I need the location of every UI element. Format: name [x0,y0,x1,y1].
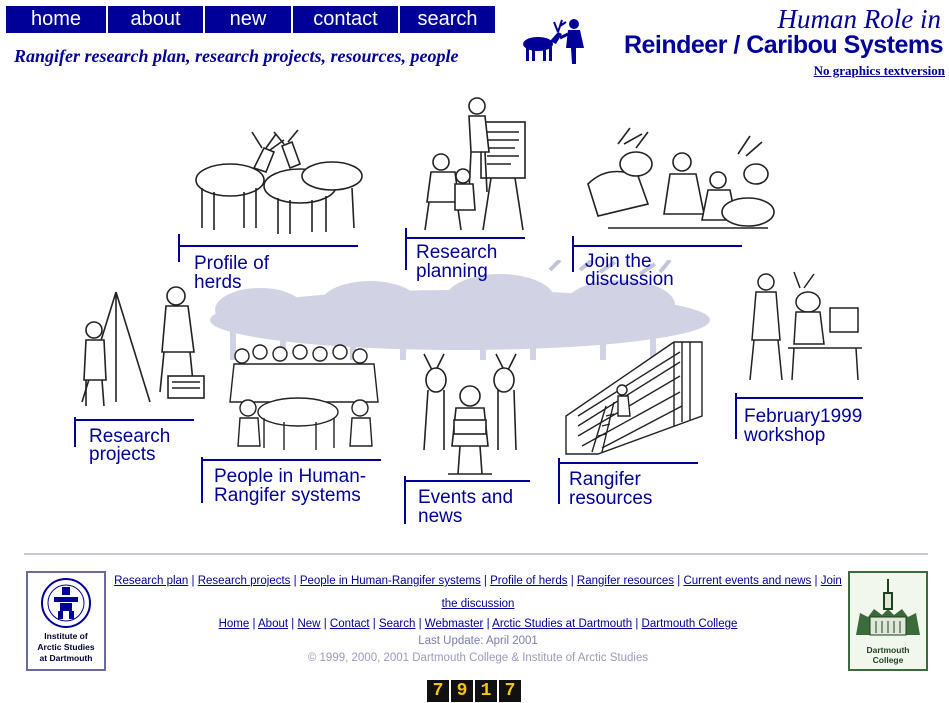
text-version-link[interactable]: No graphics textversion [813,63,945,78]
footer-link-search[interactable]: Search [378,618,416,630]
tagline: Rangifer research plan, research projects, resources, people [14,46,459,66]
footer-separator: | [570,575,574,587]
footer-separator: | [323,618,327,630]
rangifer-resources-link-line2[interactable]: resources [569,488,653,509]
workshop-link-line1[interactable]: February1999 [744,406,863,427]
discussion-vline [572,236,574,272]
nav-search[interactable]: search [400,6,495,33]
events-vline [404,476,406,524]
workshop-hline [735,397,863,399]
inukshuk-icon [28,575,104,631]
footer-link-contact[interactable]: Contact [329,618,370,630]
research-planning-link-line1[interactable]: Research [416,242,498,263]
iasd-logo-text-1: Institute of [44,631,88,641]
research-projects-link-line1[interactable]: Research [89,426,171,447]
footer-separator: | [483,575,487,587]
footer-link-research-projects[interactable]: Research projects [197,575,291,587]
footer-separator: | [293,575,297,587]
footer-link-home[interactable]: Home [218,618,250,630]
institute-arctic-studies-logo[interactable] [26,571,106,671]
counter-digit: 9 [451,680,473,702]
footer-link-current-events[interactable]: Current events and news [683,575,812,587]
nav-new[interactable]: new [205,6,293,33]
dc-logo-text-2: College [872,655,904,665]
research-projects-vline [74,417,76,447]
footer-links-row1 [110,570,846,616]
footer-separator: | [252,618,256,630]
footer-separator: | [291,618,295,630]
events-hline [404,480,530,482]
footer-link-rangifer-resources[interactable]: Rangifer resources [576,575,675,587]
footer-divider [24,553,928,555]
events-news-link-line1[interactable]: Events and [418,487,514,508]
people-link-line1[interactable]: People in Human- [214,466,367,487]
footer-separator: | [372,618,376,630]
workshop-vline [735,393,737,439]
profile-herds-hline [178,245,358,247]
people-vline [201,457,203,503]
footer-link-new[interactable]: New [297,618,321,630]
iasd-logo-text-3: at Dartmouth [39,653,93,663]
profile-herds-link-line2[interactable]: herds [194,272,242,293]
footer-link-profile-herds[interactable]: Profile of herds [490,575,568,587]
footer-link-research-plan[interactable]: Research plan [114,575,189,587]
research-planning-hline [405,237,525,239]
people-hline [201,459,381,461]
discussion-sketch[interactable] [578,124,778,242]
workshop-sketch[interactable] [738,268,866,386]
footer-separator: | [418,618,422,630]
resources-vline [558,458,560,504]
people-sketch[interactable] [228,342,380,454]
footer-link-dartmouth-college[interactable]: Dartmouth College [641,618,738,630]
footer-link-about[interactable]: About [258,618,289,630]
last-update-text: Last Update: April 2001 [418,635,538,647]
herds-sketch[interactable] [182,128,372,240]
counter-digit: 7 [499,680,521,702]
counter-digit: 7 [427,680,449,702]
counter-digit: 1 [475,680,497,702]
nav-contact[interactable]: contact [293,6,400,33]
research-planning-link-line2[interactable]: planning [416,261,488,282]
research-projects-link-line2[interactable]: projects [89,444,156,465]
dartmouth-college-logo[interactable] [848,571,928,671]
footer-separator: | [635,618,639,630]
footer-separator: | [486,618,490,630]
footer-link-join-discussion[interactable]: Join the discussion [441,575,842,610]
copyright-text: © 1999, 2000, 2001 Dartmouth College & Institute of Arctic Studies [307,652,649,664]
iasd-logo-text-2: Arctic Studies [37,642,95,652]
resources-sketch[interactable] [562,336,704,458]
events-sketch[interactable] [418,350,522,480]
dartmouth-hall-icon [850,573,926,643]
dc-logo-text-1: Dartmouth [866,645,910,655]
people-link-line2[interactable]: Rangifer systems [214,485,361,506]
research-planning-vline [405,228,407,270]
footer-link-arctic-studies[interactable]: Arctic Studies at Dartmouth [492,618,633,630]
join-discussion-link-line1[interactable]: Join the [585,251,652,272]
footer-separator: | [191,575,195,587]
rangifer-resources-link-line1[interactable]: Rangifer [569,469,641,490]
footer-separator: | [814,575,818,587]
profile-herds-vline [178,234,180,262]
reindeer-logo-icon [516,14,590,66]
research-planning-sketch[interactable] [415,92,535,234]
footer-links-row2 [110,617,846,632]
hit-counter [427,680,521,702]
footer-link-people[interactable]: People in Human-Rangifer systems [299,575,481,587]
top-nav [6,6,495,33]
events-news-link-line2[interactable]: news [418,506,463,527]
workshop-link-line2[interactable]: workshop [744,425,826,446]
join-discussion-link-line2[interactable]: discussion [585,269,674,290]
footer-link-webmaster[interactable]: Webmaster [424,618,484,630]
site-title-line1: Human Role in [777,4,941,34]
nav-about[interactable]: about [108,6,205,33]
research-projects-sketch[interactable] [76,282,212,414]
profile-herds-link-line1[interactable]: Profile of [194,253,269,274]
discussion-hline [572,245,742,247]
resources-hline [558,462,698,464]
footer-separator: | [677,575,681,587]
nav-home[interactable]: home [6,6,108,33]
research-projects-hline [74,419,194,421]
site-title-line2: Reindeer / Caribou Systems [623,31,943,59]
